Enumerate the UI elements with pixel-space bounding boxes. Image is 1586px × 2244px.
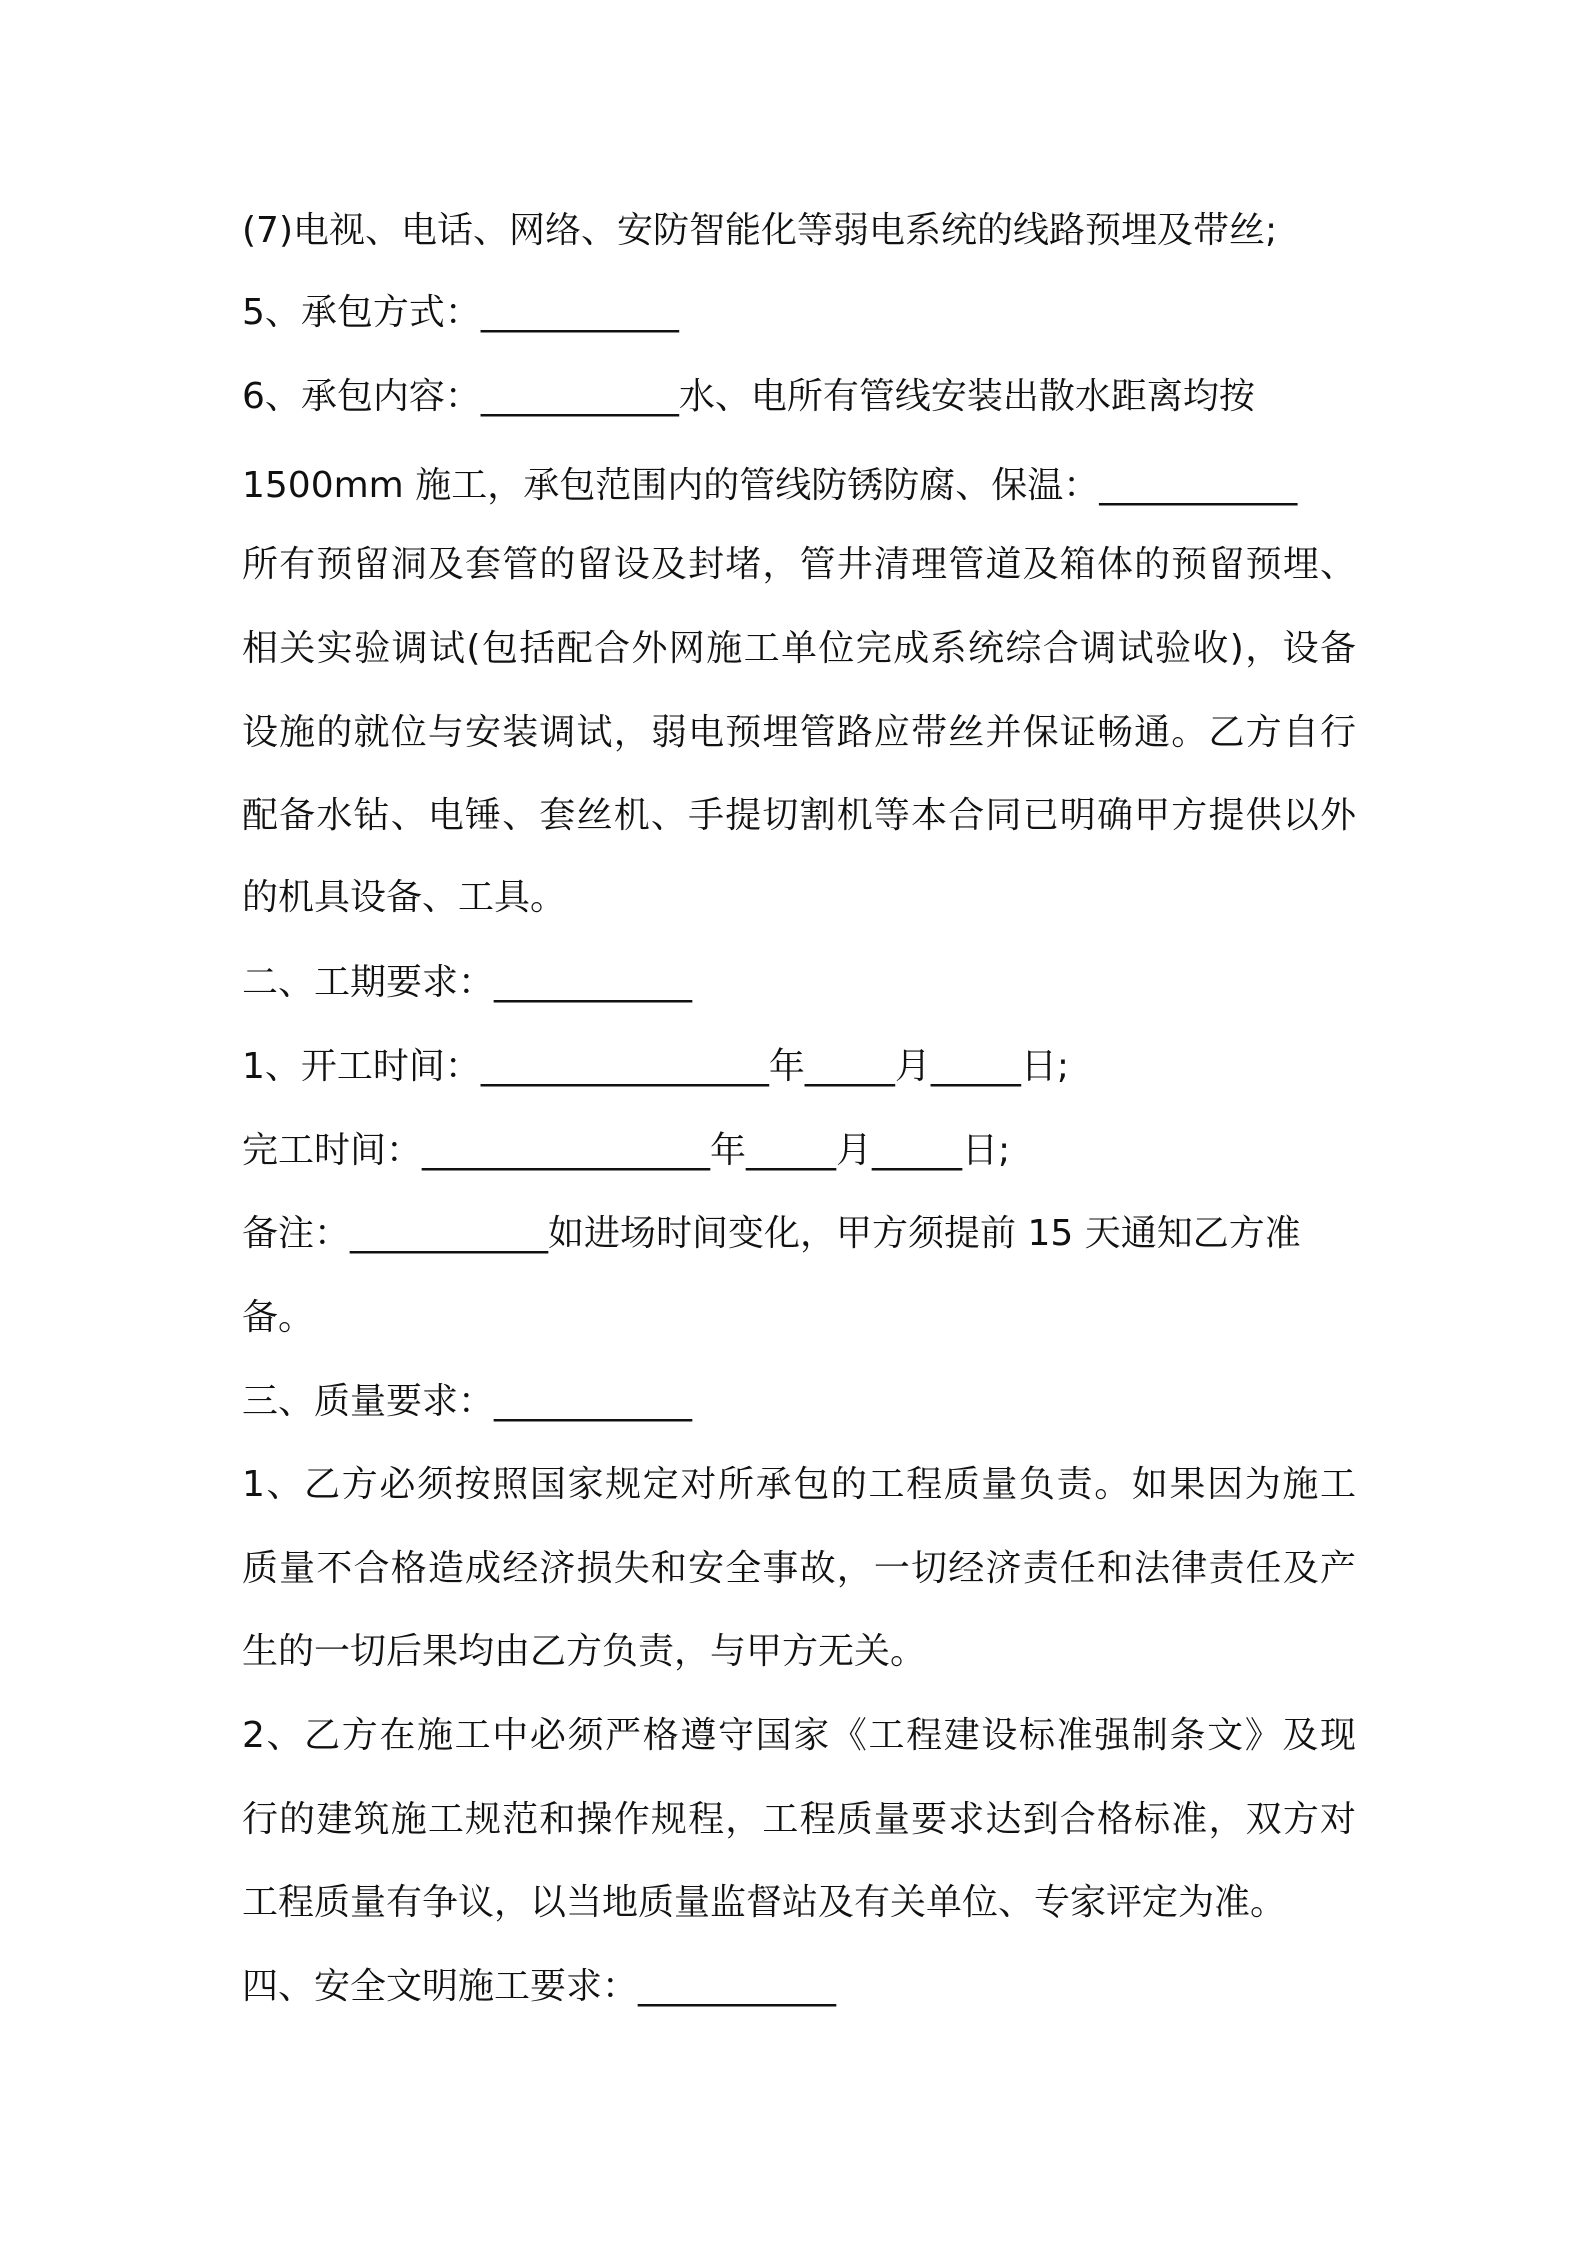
text-line: 所有预留洞及套管的留设及封堵，管井清理管道及箱体的预留预埋、: [242, 544, 1356, 585]
text-line: 的机具设备、工具。: [242, 877, 567, 918]
text-line: 1、开工时间：________________年_____月_____日;: [242, 1046, 1070, 1087]
text-line: 生的一切后果均由乙方负责，与甲方无关。: [242, 1631, 927, 1672]
text-line: (7)电视、电话、网络、安防智能化等弱电系统的线路预埋及带丝;: [242, 210, 1278, 251]
text-line: 1、乙方必须按照国家规定对所承包的工程质量负责。如果因为施工: [242, 1464, 1356, 1505]
text-line: 2、乙方在施工中必须严格遵守国家《工程建设标准强制条文》及现: [242, 1715, 1356, 1756]
text-line: 备。: [242, 1297, 315, 1338]
section-heading: 四、安全文明施工要求：___________: [242, 1966, 837, 2007]
text-line: 质量不合格造成经济损失和安全事故，一切经济责任和法律责任及产: [242, 1548, 1356, 1589]
text-line: 配备水钻、电锤、套丝机、手提切割机等本合同已明确甲方提供以外: [242, 795, 1356, 836]
text-line: 设施的就位与安装调试，弱电预埋管路应带丝并保证畅通。乙方自行: [242, 712, 1356, 753]
text-line: 完工时间：________________年_____月_____日;: [242, 1130, 1011, 1171]
section-heading: 二、工期要求：___________: [242, 962, 693, 1003]
text-line: 相关实验调试(包括配合外网施工单位完成系统综合调试验收)，设备: [242, 628, 1356, 669]
section-heading: 三、质量要求：___________: [242, 1381, 693, 1422]
text-line: 备注：___________如进场时间变化，甲方须提前 15 天通知乙方准: [242, 1213, 1301, 1254]
text-line: 行的建筑施工规范和操作规程，工程质量要求达到合格标准，双方对: [242, 1799, 1356, 1840]
text-line: 工程质量有争议，以当地质量监督站及有关单位、专家评定为准。: [242, 1882, 1287, 1923]
text-line: 6、承包内容：___________水、电所有管线安装出散水距离均按: [242, 376, 1255, 417]
text-line: 5、承包方式：___________: [242, 292, 679, 333]
text-line: 1500mm 施工，承包范围内的管线防锈防腐、保温：___________: [242, 465, 1298, 506]
